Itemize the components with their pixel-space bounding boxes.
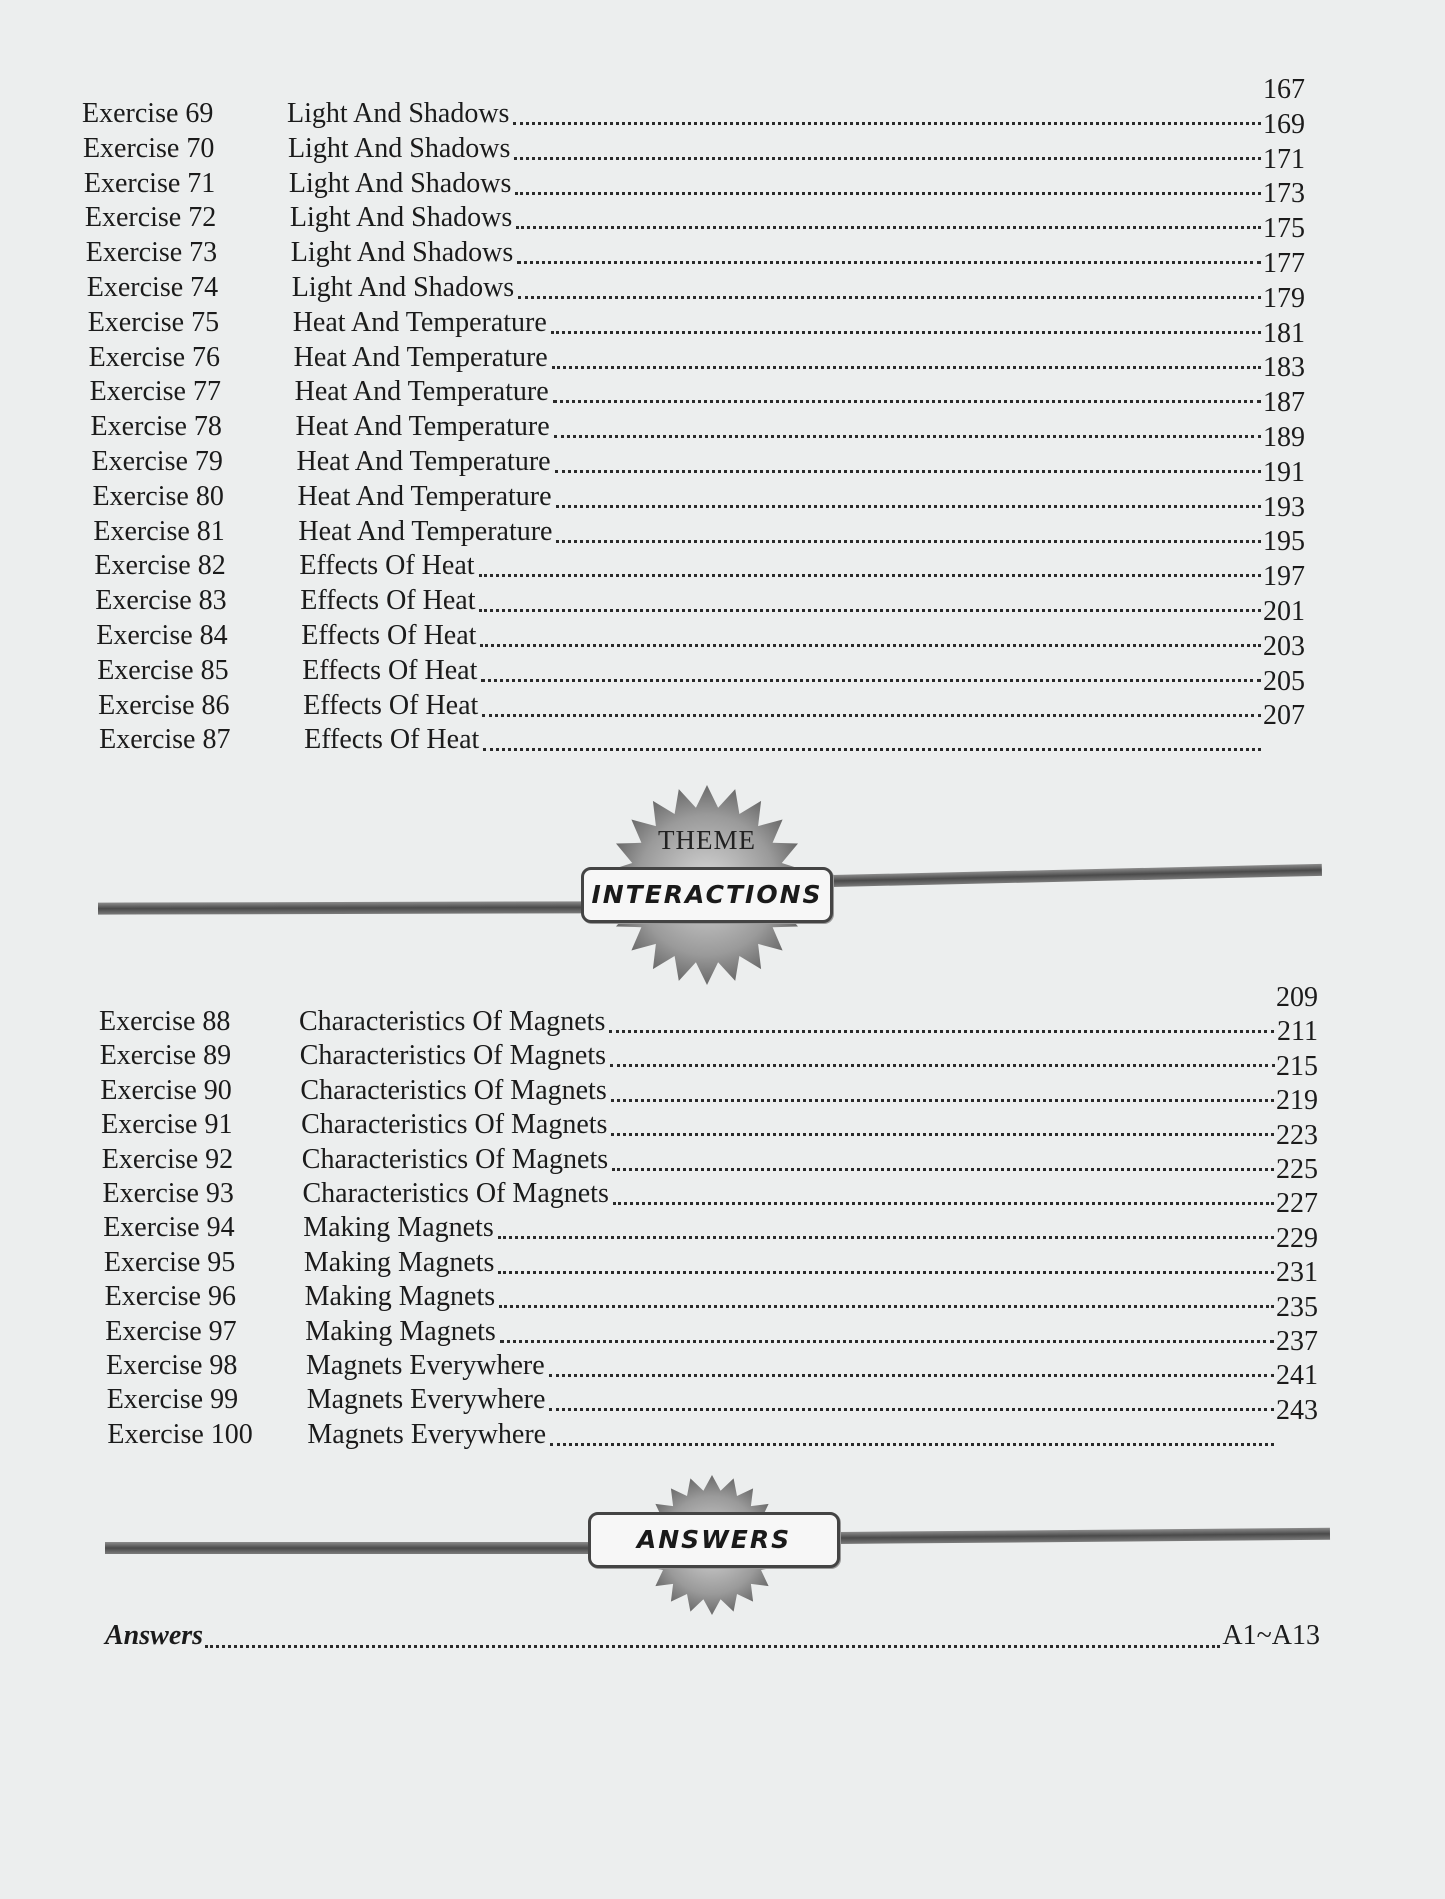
page-number: 229 xyxy=(1275,1222,1318,1254)
answers-page-range: A1~A13 xyxy=(1222,1620,1320,1651)
exercise-title: Light And Shadows xyxy=(287,132,511,164)
toc-row[interactable] xyxy=(82,74,1305,129)
leader-dots xyxy=(556,505,1261,508)
exercise-number: Exercise 74 xyxy=(86,272,219,303)
leader-dots xyxy=(553,400,1261,403)
page-number: 195 xyxy=(1262,526,1305,558)
exercise-title: Characteristics Of Magnets xyxy=(301,1109,608,1141)
exercise-title: Heat And Temperature xyxy=(296,446,551,477)
page-number: 243 xyxy=(1275,1394,1318,1426)
exercise-title: Magnets Everywhere xyxy=(306,1350,545,1381)
exercise-number: Exercise 78 xyxy=(90,411,222,443)
page-number: 167 xyxy=(1263,74,1305,105)
exercise-title: Heat And Temperature xyxy=(292,306,547,338)
exercise-title: Characteristics Of Magnets xyxy=(302,1178,609,1209)
exercise-number: Exercise 85 xyxy=(97,654,229,686)
exercise-number: Exercise 69 xyxy=(82,98,214,129)
exercise-number: Exercise 77 xyxy=(89,376,221,408)
page-number: 179 xyxy=(1262,282,1305,314)
exercise-title: Heat And Temperature xyxy=(293,341,548,373)
interactions-title: INTERACTIONS xyxy=(581,867,833,923)
exercise-title: Characteristics Of Magnets xyxy=(299,1006,606,1037)
banner-bar-right xyxy=(838,1528,1330,1544)
exercise-title: Effects Of Heat xyxy=(301,620,477,651)
answers-label: Answers xyxy=(105,1620,204,1651)
answers-banner xyxy=(0,1470,1445,1690)
exercise-number: Exercise 96 xyxy=(104,1281,236,1313)
page-number: 215 xyxy=(1275,1050,1318,1082)
exercise-number: Exercise 89 xyxy=(99,1040,232,1072)
page-number: 197 xyxy=(1262,561,1305,593)
leader-dots xyxy=(610,1064,1275,1067)
leader-dots xyxy=(550,1443,1274,1446)
page-number: 223 xyxy=(1275,1119,1318,1151)
page-number: 211 xyxy=(1277,1016,1318,1048)
exercise-title: Characteristics Of Magnets xyxy=(299,1040,607,1072)
exercise-title: Characteristics Of Magnets xyxy=(301,1143,609,1175)
page-number: 235 xyxy=(1275,1291,1318,1323)
leader-dots xyxy=(554,435,1261,438)
exercise-title: Magnets Everywhere xyxy=(307,1418,547,1450)
page-number: 237 xyxy=(1276,1326,1318,1357)
leader-dots xyxy=(515,192,1261,195)
exercise-title: Making Magnets xyxy=(303,1212,494,1244)
leader-dots xyxy=(498,1236,1274,1239)
page-number: 225 xyxy=(1276,1154,1318,1185)
exercise-number: Exercise 100 xyxy=(107,1418,253,1450)
exercise-number: Exercise 80 xyxy=(92,480,224,512)
exercise-title: Heat And Temperature xyxy=(294,376,549,408)
page-number: 205 xyxy=(1262,665,1305,697)
leader-dots xyxy=(552,366,1261,369)
page-number: 169 xyxy=(1262,108,1305,140)
exercise-title: Light And Shadows xyxy=(287,98,510,129)
exercise-number: Exercise 98 xyxy=(106,1350,238,1381)
exercise-number: Exercise 75 xyxy=(87,306,220,338)
leader-dots xyxy=(549,1408,1274,1411)
exercise-number: Exercise 84 xyxy=(96,620,228,651)
exercise-number: Exercise 82 xyxy=(94,550,226,582)
leader-dots xyxy=(479,574,1261,577)
exercise-number: Exercise 92 xyxy=(101,1143,234,1175)
exercise-number: Exercise 71 xyxy=(83,167,216,199)
leader-dots xyxy=(612,1168,1274,1171)
banner-bar-left xyxy=(98,901,583,914)
exercise-number: Exercise 86 xyxy=(98,689,230,721)
leader-dots xyxy=(480,644,1261,647)
leader-dots xyxy=(518,296,1261,299)
banner-bar-left xyxy=(105,1542,590,1554)
leader-dots xyxy=(481,679,1261,682)
leader-dots xyxy=(517,261,1261,264)
page-number: 183 xyxy=(1262,352,1305,384)
banner-bar-right xyxy=(832,864,1322,887)
toc-row[interactable] xyxy=(99,982,1318,1037)
exercise-number: Exercise 95 xyxy=(103,1246,236,1278)
exercise-title: Making Magnets xyxy=(305,1315,496,1347)
exercise-title: Light And Shadows xyxy=(291,272,515,303)
leader-dots xyxy=(516,226,1261,229)
leader-dots xyxy=(555,470,1261,473)
page-number: 189 xyxy=(1263,422,1305,453)
exercise-title: Light And Shadows xyxy=(288,167,512,199)
leader-dots xyxy=(499,1305,1274,1308)
leader-dots xyxy=(611,1099,1274,1102)
exercise-number: Exercise 88 xyxy=(99,1006,231,1037)
leader-dots xyxy=(498,1271,1274,1274)
leader-dots xyxy=(611,1133,1274,1136)
leader-dots xyxy=(551,331,1261,334)
leader-dots xyxy=(556,540,1261,543)
exercise-title: Effects Of Heat xyxy=(304,724,480,756)
leader-dots xyxy=(482,714,1261,717)
exercise-number: Exercise 76 xyxy=(88,341,221,373)
exercise-title: Characteristics Of Magnets xyxy=(300,1074,607,1106)
page-number: 241 xyxy=(1275,1360,1318,1392)
exercise-title: Magnets Everywhere xyxy=(306,1384,546,1416)
leader-dots xyxy=(549,1374,1274,1377)
page-number: 209 xyxy=(1276,982,1318,1013)
answers-title: ANSWERS xyxy=(588,1512,840,1568)
page-number: 177 xyxy=(1263,248,1305,279)
leader-dots xyxy=(514,157,1261,160)
exercise-number: Exercise 79 xyxy=(91,446,223,477)
exercise-title: Heat And Temperature xyxy=(298,515,553,547)
page-number: 207 xyxy=(1262,700,1305,732)
exercise-number: Exercise 97 xyxy=(105,1315,237,1347)
exercise-number: Exercise 72 xyxy=(84,202,217,234)
leader-dots xyxy=(500,1340,1274,1343)
exercise-title: Making Magnets xyxy=(303,1246,495,1278)
page-number: 231 xyxy=(1275,1257,1318,1289)
exercise-title: Making Magnets xyxy=(304,1281,496,1313)
exercise-number: Exercise 83 xyxy=(95,585,227,617)
theme-banner xyxy=(0,775,1445,995)
leader-dots xyxy=(513,122,1261,125)
exercise-title: Effects Of Heat xyxy=(302,654,478,686)
leader-dots xyxy=(483,748,1261,751)
exercise-number: Exercise 93 xyxy=(102,1178,234,1209)
exercise-number: Exercise 81 xyxy=(93,515,225,547)
leader-dots xyxy=(609,1030,1274,1033)
exercise-number: Exercise 91 xyxy=(101,1109,233,1141)
exercise-title: Heat And Temperature xyxy=(297,480,552,512)
exercise-number: Exercise 94 xyxy=(103,1212,235,1244)
page-number: 181 xyxy=(1262,317,1305,349)
exercise-number: Exercise 73 xyxy=(85,237,218,269)
leader-dots xyxy=(613,1202,1274,1205)
page-number: 171 xyxy=(1262,143,1305,175)
theme-label: THEME xyxy=(658,825,756,855)
page-number: 193 xyxy=(1262,491,1305,523)
exercise-number: Exercise 99 xyxy=(106,1384,239,1416)
exercise-title: Effects Of Heat xyxy=(299,550,475,582)
exercise-title: Light And Shadows xyxy=(289,202,513,234)
exercise-number: Exercise 70 xyxy=(82,132,215,164)
exercise-title: Light And Shadows xyxy=(290,237,514,269)
page-number: 227 xyxy=(1275,1188,1318,1220)
page-number: 219 xyxy=(1275,1085,1318,1117)
page-number: 201 xyxy=(1263,596,1305,627)
answers-entry[interactable] xyxy=(105,1616,1320,1652)
exercise-title: Heat And Temperature xyxy=(295,411,550,443)
page-number: 187 xyxy=(1262,387,1305,419)
exercise-number: Exercise 90 xyxy=(100,1074,232,1106)
page-number: 173 xyxy=(1262,178,1305,210)
exercise-number: Exercise 87 xyxy=(99,724,231,756)
exercise-title: Effects Of Heat xyxy=(303,689,479,721)
leader-dots xyxy=(205,1645,1220,1648)
exercise-title: Effects Of Heat xyxy=(300,585,476,617)
page-number: 175 xyxy=(1262,213,1305,245)
page-number: 203 xyxy=(1262,630,1305,662)
leader-dots xyxy=(479,609,1261,612)
page-number: 191 xyxy=(1262,456,1305,488)
